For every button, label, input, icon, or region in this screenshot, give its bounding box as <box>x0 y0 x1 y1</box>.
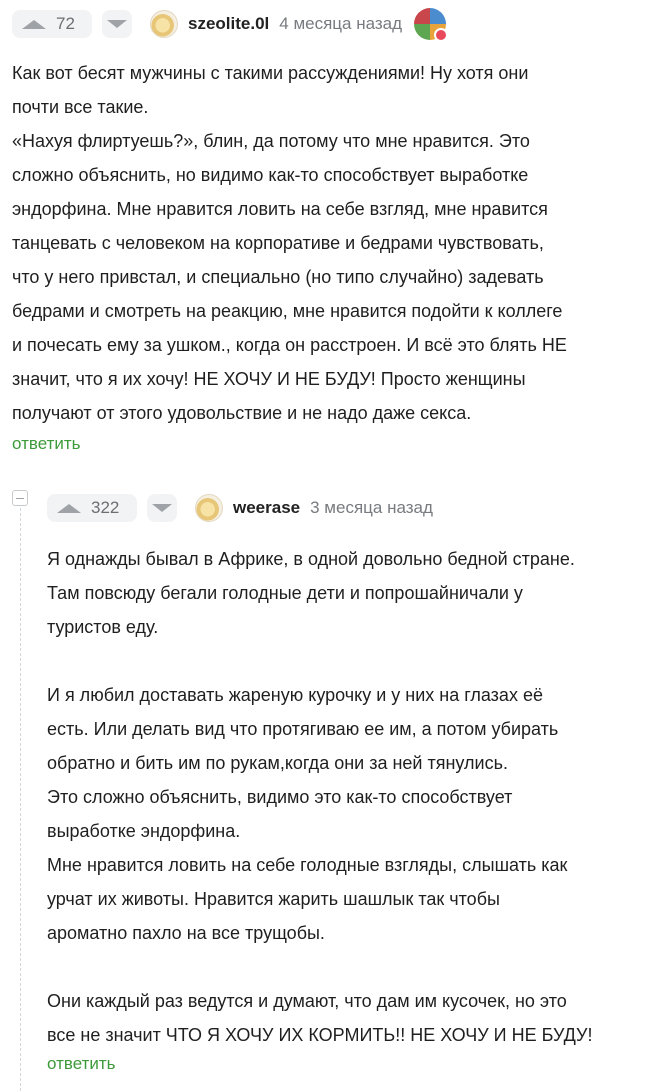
text-line: Они каждый раз ведутся и думают, что дам им кусочек, но это <box>47 991 567 1011</box>
text-line: сложно объяснить, но видимо как-то способствует выработке <box>12 165 529 185</box>
comment-1 <box>12 7 642 454</box>
text-line: получают от этого удовольствие и не надо даже секса. <box>12 403 472 423</box>
reply-link[interactable]: ответить <box>47 1054 116 1073</box>
text-line: есть. Или делать вид что протягиваю ее им, а потом убирать <box>47 719 559 739</box>
text-line: Это сложно объяснить, видимо это как-то способствует <box>47 787 513 807</box>
comment-text <box>12 56 642 430</box>
arrow-up-icon <box>57 504 81 513</box>
downvote-button[interactable] <box>147 494 177 522</box>
comment-text <box>47 542 647 1052</box>
timestamp[interactable]: 3 месяца назад <box>310 498 433 517</box>
avatar[interactable] <box>150 10 178 38</box>
text-line: Мне нравится ловить на себе голодные взгляды, слышать как <box>47 855 568 875</box>
text-line: ароматно пахло на все трущобы. <box>47 923 325 943</box>
text-line: танцевать с человеком на корпоративе и бедрами чувствовать, <box>12 233 544 253</box>
upvote-button[interactable] <box>47 494 137 522</box>
text-line: Там повсюду бегали голодные дети и попрошайничали у <box>47 583 523 603</box>
text-line: все не значит ЧТО Я ХОЧУ ИХ КОРМИТЬ!! НЕ ХОЧУ И НЕ БУДУ! <box>47 1025 593 1045</box>
reply-link[interactable]: ответить <box>12 434 81 453</box>
arrow-down-icon <box>107 20 127 28</box>
text-line: эндорфина. Мне нравится ловить на себе взгляд, мне нравится <box>12 199 548 219</box>
upvote-button[interactable] <box>12 10 92 38</box>
text-line: обратно и бить им по рукам,когда они за ней тянулись. <box>47 753 508 773</box>
thread-line[interactable] <box>20 508 21 1091</box>
rating-count: 322 <box>91 498 120 517</box>
text-line: И я любил доставать жареную курочку и у них на глазах её <box>47 685 543 705</box>
username[interactable]: szeolite.0l <box>188 14 270 33</box>
arrow-up-icon <box>22 20 46 29</box>
text-line <box>47 644 647 678</box>
comment-2 <box>47 491 647 1074</box>
rating-count: 72 <box>56 14 75 33</box>
text-line: почти все такие. <box>12 97 149 117</box>
timestamp[interactable]: 4 месяца назад <box>279 14 403 33</box>
minus-square-icon[interactable] <box>12 490 28 506</box>
text-line: «Нахуя флиртуешь?», блин, да потому что мне нравится. Это <box>12 131 530 151</box>
text-line <box>47 950 647 984</box>
comment-header <box>47 491 647 525</box>
text-line: Как вот бесят мужчины с такими рассуждениями! Ну хотя они <box>12 63 529 83</box>
text-line: Я однажды бывал в Африке, в одной довольно бедной стране. <box>47 549 575 569</box>
text-line: значит, что я их хочу! НЕ ХОЧУ И НЕ БУДУ! Просто женщины <box>12 369 526 389</box>
avatar[interactable] <box>195 494 223 522</box>
username[interactable]: weerase <box>233 498 301 517</box>
text-line: урчат их животы. Нравится жарить шашлык так чтобы <box>47 889 500 909</box>
arrow-down-icon <box>152 504 172 512</box>
text-line: что у него привстал, и специально (но типо случайно) задевать <box>12 267 544 287</box>
text-line: туристов еду. <box>47 617 159 637</box>
comment-header <box>12 7 642 41</box>
text-line: и почесать ему за ушком., когда он расстроен. И всё это блять НЕ <box>12 335 567 355</box>
award-badge-icon[interactable] <box>414 8 446 40</box>
heart-icon <box>434 28 448 42</box>
text-line: выработке эндорфина. <box>47 821 241 841</box>
downvote-button[interactable] <box>102 10 132 38</box>
text-line: бедрами и смотреть на реакцию, мне нравится подойти к коллеге <box>12 301 563 321</box>
